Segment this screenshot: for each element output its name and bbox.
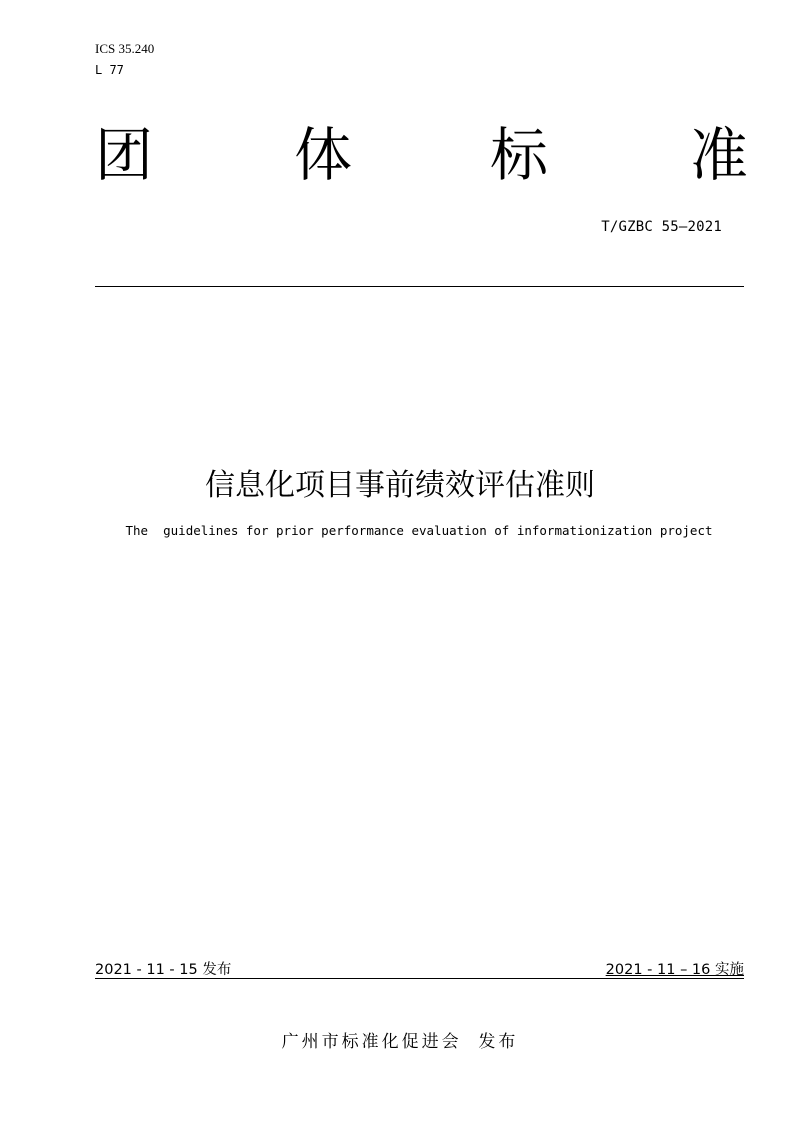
ccs-code: L 77 [95,63,124,77]
heading-char-2: 体 [294,121,353,189]
standard-number: T/GZBC 55—2021 [601,219,722,235]
title-chinese: 信息化项目事前绩效评估准则 [205,468,595,503]
heading-char-1: 团 [95,121,154,189]
heading-char-4: 准 [690,121,749,189]
top-divider [95,286,744,287]
ics-code: ICS 35.240 [95,41,155,56]
publisher: 广州市标准化促进会 发布 [281,1032,519,1052]
title-english: The guidelines for prior performance evaluation of informationization project [125,523,713,538]
release-date: 2021 - 11 - 15 发布 [95,962,232,978]
bottom-divider [95,978,744,979]
heading-char-3: 标 [490,121,549,189]
implementation-date: 2021 - 11 – 16 实施 [605,962,744,978]
